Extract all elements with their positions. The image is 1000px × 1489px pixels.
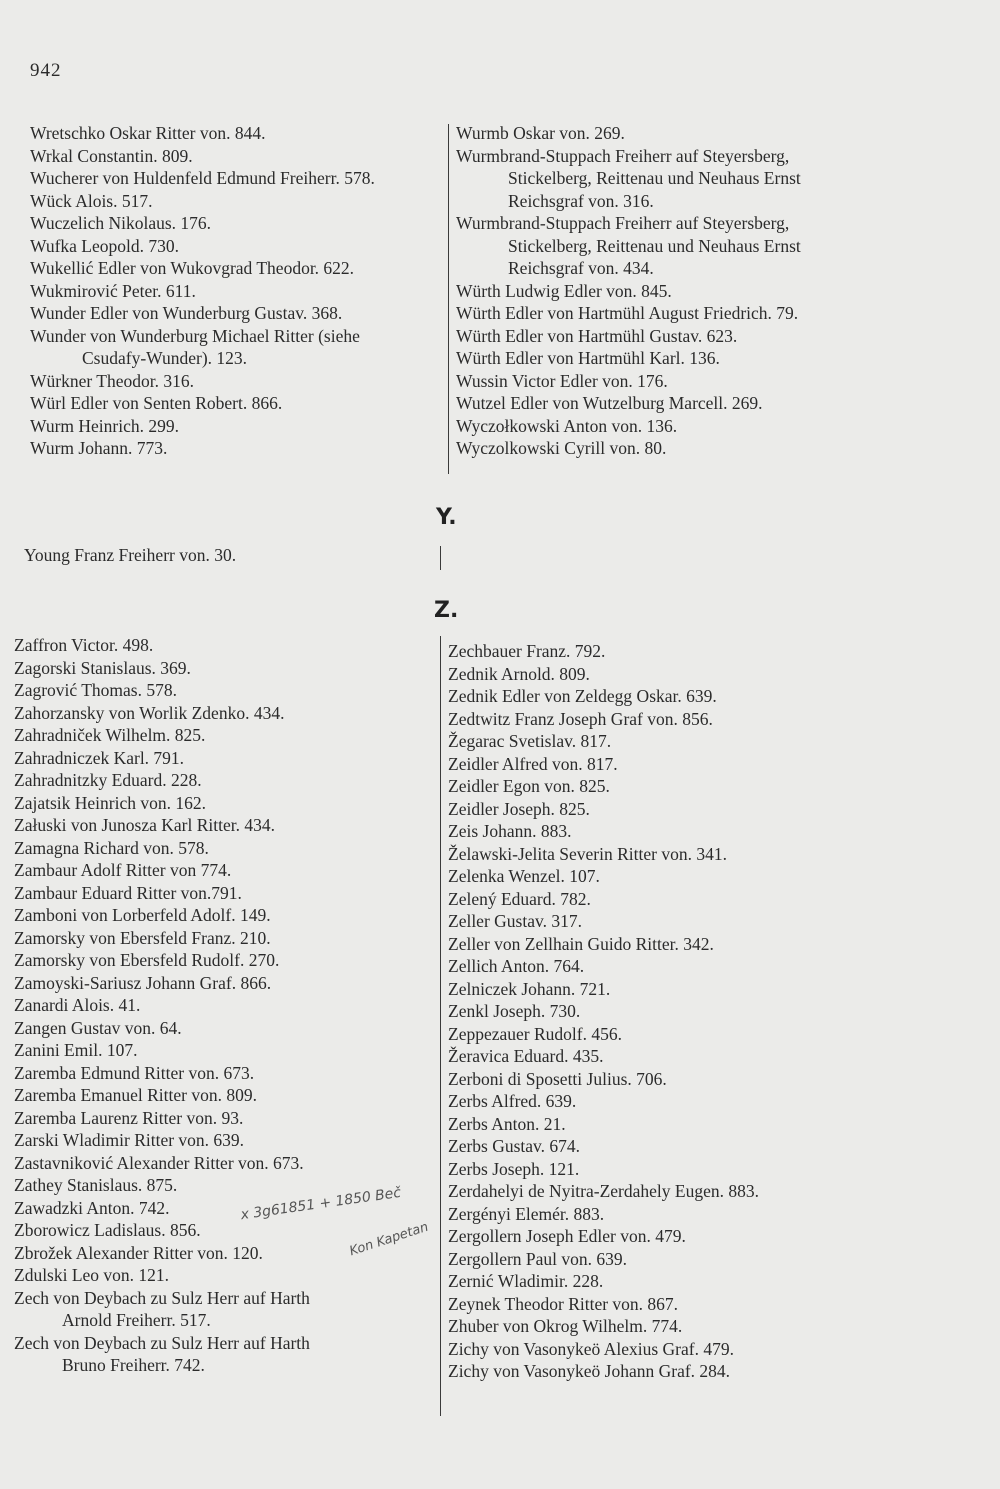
index-entry: Zaremba Emanuel Ritter von. 809. — [14, 1085, 257, 1105]
index-entry: Zahradniczek Karl. 791. — [14, 747, 185, 768]
index-entry: Zeller von Zellhain Guido Ritter. 342. — [448, 933, 714, 954]
handwritten-note-secondary: Kon Kapetan — [347, 1219, 431, 1260]
index-entry: Želawski-Jelita Severin Ritter von. 341. — [448, 843, 727, 864]
index-entry: Zeis Johann. 883. — [448, 821, 572, 841]
index-entry: Zbrožek Alexander Ritter von. 120. — [14, 1242, 263, 1263]
index-entry: Zanini Emil. 107. — [14, 1040, 138, 1060]
index-column-w-left — [30, 122, 445, 460]
index-entry: Würth Edler von Hartmühl Karl. 136. — [456, 348, 720, 368]
index-entry: Wukmirović Peter. 611. — [30, 280, 196, 301]
index-entry: Zeppezauer Rudolf. 456. — [448, 1023, 622, 1044]
index-entry: Zawadzki Anton. 742. — [14, 1197, 170, 1218]
index-entry: Zagorski Stanislaus. 369. — [14, 657, 191, 678]
index-entry: Zamagna Richard von. 578. — [14, 837, 209, 858]
index-entry: Wretschko Oskar Ritter von. 844. — [30, 123, 266, 143]
index-entry-continuation: Reichsgraf von. 316. — [508, 190, 654, 211]
index-entry-continuation: Csudafy-Wunder). 123. — [82, 348, 248, 368]
index-entry: Zichy von Vasonykeö Johann Graf. 284. — [448, 1361, 731, 1381]
index-entry: Wufka Leopold. 730. — [30, 235, 179, 256]
index-entry: Zborowicz Ladislaus. 856. — [14, 1220, 201, 1240]
section-heading-y: Y. — [436, 505, 457, 530]
index-entry: Würth Ludwig Edler von. 845. — [456, 280, 672, 301]
index-entry: Zamoyski-Sariusz Johann Graf. 866. — [14, 972, 272, 993]
index-entry: Zernić Wladimir. 228. — [448, 1271, 604, 1291]
index-entry: Zechbauer Franz. 792. — [448, 641, 606, 661]
index-entry: Wucherer von Huldenfeld Edmund Freiherr. 578. — [30, 168, 375, 188]
index-column-w-right — [456, 122, 896, 460]
index-entry: Zhuber von Okrog Wilhelm. 774. — [448, 1316, 683, 1336]
index-entry: Zahradniček Wilhelm. 825. — [14, 725, 206, 745]
index-entry: Zanardi Alois. 41. — [14, 995, 141, 1015]
index-entry: Zenkl Joseph. 730. — [448, 1001, 581, 1021]
index-entry: Zastavniković Alexander Ritter von. 673. — [14, 1152, 304, 1173]
index-entry: Zelniczek Johann. 721. — [448, 978, 611, 999]
index-entry: Wukellić Edler von Wukovgrad Theodor. 622. — [30, 258, 355, 278]
index-entry: Zellich Anton. 764. — [448, 956, 585, 976]
index-entry-continuation: Arnold Freiherr. 517. — [62, 1310, 211, 1330]
index-entry: Zelenka Wenzel. 107. — [448, 866, 600, 886]
index-entry: Zeidler Alfred von. 817. — [448, 753, 618, 774]
index-entry: Zamorsky von Ebersfeld Franz. 210. — [14, 927, 271, 948]
index-entry: Zaremba Laurenz Ritter von. 93. — [14, 1107, 244, 1128]
index-entry: Zergollern Joseph Edler von. 479. — [448, 1226, 686, 1246]
index-entry: Zambaur Eduard Ritter von.791. — [14, 882, 242, 903]
index-entry: Würth Edler von Hartmühl August Friedrich. 79. — [456, 303, 799, 323]
index-column-z-left — [14, 634, 434, 1377]
index-entry: Wurmbrand-Stuppach Freiherr auf Steyersberg, — [456, 213, 790, 233]
index-entry: Wyczołkowski Anton von. 136. — [456, 415, 678, 436]
index-entry: Würl Edler von Senten Robert. 866. — [30, 393, 283, 413]
index-entry: Zerbs Alfred. 639. — [448, 1091, 577, 1111]
index-entry: Zerdahelyi de Nyitra-Zerdahely Eugen. 883. — [448, 1181, 759, 1201]
index-entry: Wunder von Wunderburg Michael Ritter (siehe — [30, 325, 360, 346]
column-divider-w — [448, 124, 449, 474]
index-entry: Würkner Theodor. 316. — [30, 370, 194, 391]
index-entry: Zeller Gustav. 317. — [448, 911, 582, 931]
index-entry: Zathey Stanislaus. 875. — [14, 1175, 178, 1195]
index-entry: Zangen Gustav von. 64. — [14, 1017, 182, 1038]
index-entry: Zelený Eduard. 782. — [448, 888, 591, 909]
index-entry: Žeravica Eduard. 435. — [448, 1046, 604, 1066]
index-entry: Wutzel Edler von Wutzelburg Marcell. 269. — [456, 393, 763, 413]
index-entry: Zaffron Victor. 498. — [14, 635, 154, 655]
index-entry: Zeynek Theodor Ritter von. 867. — [448, 1293, 679, 1314]
index-entry: Zergényi Elemér. 883. — [448, 1203, 605, 1224]
page-number: 942 — [30, 60, 62, 81]
index-entry: Zeidler Egon von. 825. — [448, 776, 610, 796]
index-entry: Wurm Heinrich. 299. — [30, 415, 179, 436]
index-entry: Wunder Edler von Wunderburg Gustav. 368. — [30, 303, 343, 323]
index-entry: Zichy von Vasonykeö Alexius Graf. 479. — [448, 1338, 734, 1359]
index-entry: Załuski von Junosza Karl Ritter. 434. — [14, 815, 276, 835]
index-entry: Young Franz Freiherr von. 30. — [24, 545, 237, 565]
index-entry: Zdulski Leo von. 121. — [14, 1265, 170, 1285]
index-entry: Wrkal Constantin. 809. — [30, 145, 193, 166]
index-entry: Zamorsky von Ebersfeld Rudolf. 270. — [14, 950, 280, 970]
index-entry: Wuczelich Nikolaus. 176. — [30, 213, 212, 233]
index-entry: Zaremba Edmund Ritter von. 673. — [14, 1062, 255, 1083]
index-entry: Zech von Deybach zu Sulz Herr auf Harth — [14, 1332, 310, 1353]
index-entry: Zergollern Paul von. 639. — [448, 1248, 628, 1269]
index-entry-continuation: Stickelberg, Reittenau und Neuhaus Ernst — [508, 168, 801, 188]
section-heading-z: Z. — [434, 598, 459, 623]
index-entry: Zagrović Thomas. 578. — [14, 680, 177, 700]
index-entry: Zahradnitzky Eduard. 228. — [14, 770, 202, 790]
index-column-z-right — [448, 640, 878, 1383]
index-entry: Wurmbrand-Stuppach Freiherr auf Steyersberg, — [456, 145, 790, 166]
index-entry: Zech von Deybach zu Sulz Herr auf Harth — [14, 1287, 310, 1308]
index-entry: Zambaur Adolf Ritter von 774. — [14, 860, 232, 880]
index-entry: Zednik Edler von Zeldegg Oskar. 639. — [448, 686, 717, 706]
column-divider-y — [440, 546, 441, 570]
index-entry: Zednik Arnold. 809. — [448, 663, 590, 684]
index-entry: Zerboni di Sposetti Julius. 706. — [448, 1068, 667, 1089]
index-entry: Wück Alois. 517. — [30, 190, 153, 211]
index-entry: Zahorzansky von Worlik Zdenko. 434. — [14, 702, 285, 723]
index-entry: Wurm Johann. 773. — [30, 438, 168, 458]
index-entry: Zedtwitz Franz Joseph Graf von. 856. — [448, 708, 713, 729]
index-entry: Zerbs Gustav. 674. — [448, 1136, 581, 1156]
index-entry: Zamboni von Lorberfeld Adolf. 149. — [14, 905, 271, 925]
index-entry: Zeidler Joseph. 825. — [448, 798, 590, 819]
index-entry: Wurmb Oskar von. 269. — [456, 123, 625, 143]
handwritten-note: x 3g61851 + 1850 Beč — [239, 1184, 403, 1224]
index-entry: Zerbs Joseph. 121. — [448, 1158, 580, 1179]
index-entry: Wyczolkowski Cyrill von. 80. — [456, 438, 667, 458]
index-entry: Würth Edler von Hartmühl Gustav. 623. — [456, 325, 738, 346]
index-column-y — [24, 544, 424, 567]
index-entry-continuation: Reichsgraf von. 434. — [508, 258, 654, 278]
index-entry: Žegarac Svetislav. 817. — [448, 731, 612, 751]
index-entry: Zajatsik Heinrich von. 162. — [14, 792, 206, 813]
index-entry: Wussin Victor Edler von. 176. — [456, 370, 668, 391]
index-entry-continuation: Stickelberg, Reittenau und Neuhaus Ernst — [508, 235, 801, 256]
index-entry: Zerbs Anton. 21. — [448, 1113, 566, 1134]
index-entry: Zarski Wladimir Ritter von. 639. — [14, 1130, 245, 1150]
index-entry-continuation: Bruno Freiherr. 742. — [62, 1355, 205, 1375]
column-divider-z — [440, 636, 441, 1416]
